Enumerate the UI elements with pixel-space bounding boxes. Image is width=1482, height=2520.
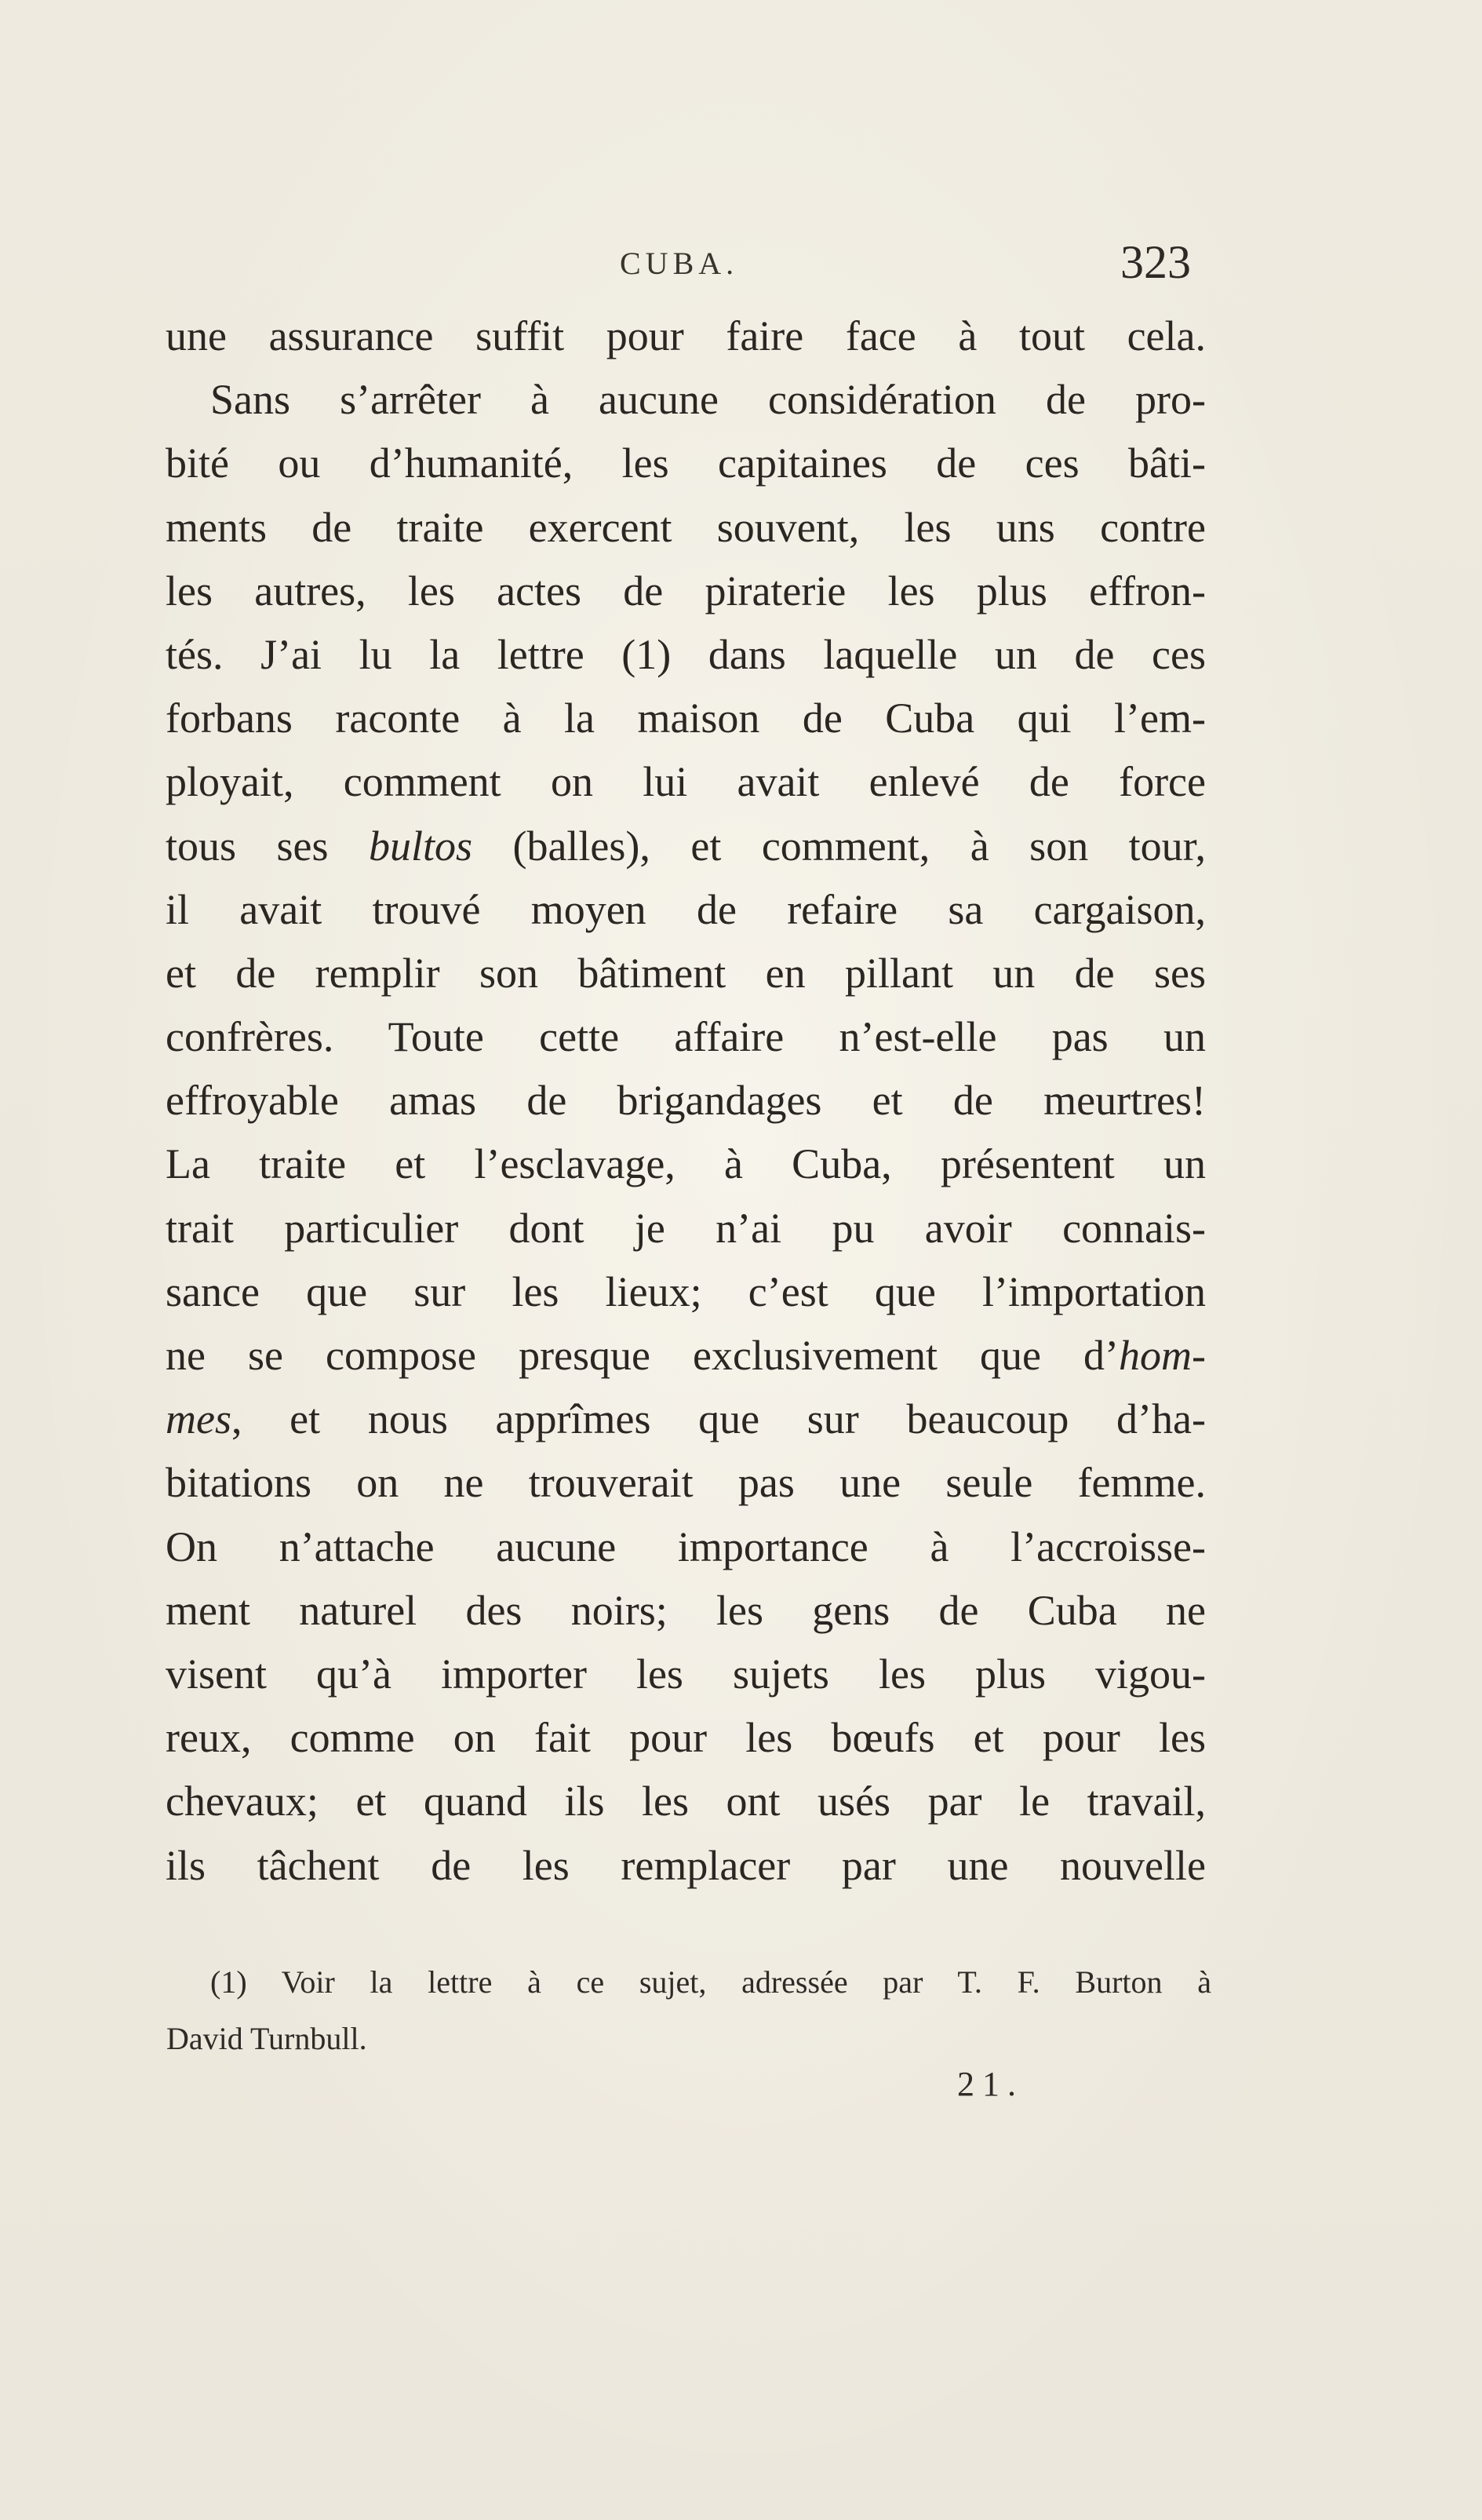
footnote-line: David Turnbull. — [166, 2021, 367, 2056]
running-head — [0, 235, 1482, 298]
footnote — [166, 1954, 1211, 2067]
text-line: ments de traite exercent souvent, les uns contre — [166, 503, 1206, 551]
text-line: les autres, les actes de piraterie les plus effron- — [166, 567, 1206, 615]
running-title: CUBA. — [620, 246, 739, 281]
page-number: 323 — [1120, 236, 1191, 288]
footnote-line: (1) Voir la lettre à ce sujet, adressée par T. F. Burton à — [210, 1964, 1211, 2000]
text-line: chevaux; et quand ils les ont usés par le travail, — [166, 1778, 1206, 1825]
text-line: ment naturel des noirs; les gens de Cuba ne — [166, 1586, 1206, 1634]
text-line: Sans s’arrêter à aucune considération de pro- — [210, 376, 1206, 424]
signature-mark: 21. — [957, 2065, 1024, 2103]
text-line: ne se compose presque exclusivement que d’hom- — [166, 1332, 1206, 1379]
text-line: visent qu’à importer les sujets les plus vigou- — [166, 1650, 1206, 1698]
text-line: tés. J’ai lu la lettre (1) dans laquelle un de ces — [166, 630, 1206, 678]
italic-word: bultos — [368, 822, 472, 870]
body-text — [166, 305, 1206, 1898]
text-line: effroyable amas de brigandages et de meurtres! — [166, 1077, 1206, 1125]
text-line: On n’attache aucune importance à l’accroisse- — [166, 1523, 1206, 1570]
text-line: trait particulier dont je n’ai pu avoir connais- — [166, 1204, 1206, 1252]
text-line: mes, et nous apprîmes que sur beaucoup d’ha- — [166, 1395, 1206, 1443]
text-line: ils tâchent de les remplacer par une nouvelle — [166, 1841, 1206, 1889]
italic-word: mes — [166, 1395, 231, 1443]
text-line: ployait, comment on lui avait enlevé de force — [166, 758, 1206, 806]
text-line: forbans raconte à la maison de Cuba qui l’em- — [166, 695, 1206, 742]
text-line: reux, comme on fait pour les bœufs et pour les — [166, 1714, 1206, 1762]
text-line: confrères. Toute cette affaire n’est-elle pas un — [166, 1013, 1206, 1061]
text-line: bité ou d’humanité, les capitaines de ces bâti- — [166, 439, 1206, 487]
text-line: une assurance suffit pour faire face à tout cela. — [166, 312, 1206, 359]
text-line: sance que sur les lieux; c’est que l’importation — [166, 1267, 1206, 1315]
text-line: tous ses bultos (balles), et comment, à son tour, — [166, 822, 1206, 870]
italic-word: hom- — [1119, 1332, 1206, 1379]
text-line: il avait trouvé moyen de refaire sa cargaison, — [166, 885, 1206, 933]
text-line: La traite et l’esclavage, à Cuba, présentent un — [166, 1140, 1206, 1188]
text-line: et de remplir son bâtiment en pillant un de ses — [166, 949, 1206, 997]
text-line: bitations on ne trouverait pas une seule femme. — [166, 1459, 1206, 1507]
